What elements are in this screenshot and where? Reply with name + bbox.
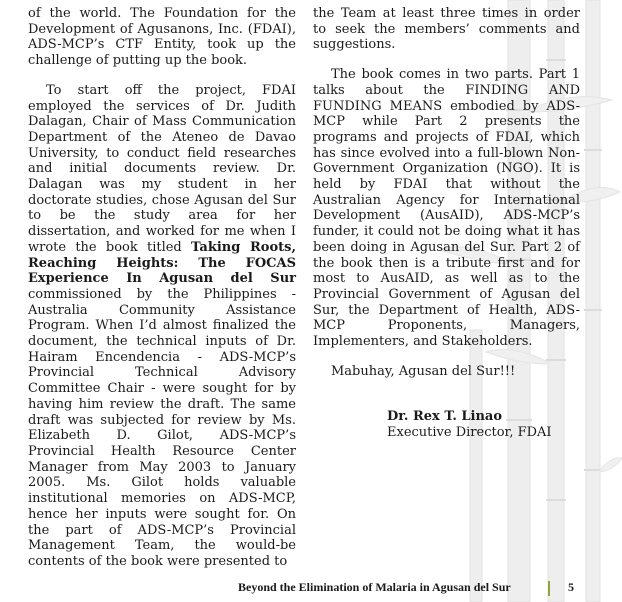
paragraph-book-parts: The book comes in two parts. Part 1 talks about the FINDING AND FUNDING MEANS embodied by ADS-MCP while Part 2 presents the programs and projects of FDAI, which has since evolved into a full-blown Non-Government Organization (NGO). It is held by FDAI that without the Australian Agency for International Development (AusAID), ADS-MCP’s funder, it could not be doing what it has been doing in Agusan del Sur. Part 2 of the book then is a tribute first and for most to AusAID, as well as to the Provincial Government of Agusan del Sur, the Department of Health, ADS-MCP Proponents, Managers, Implementers, and Stakeholders. [313, 67, 580, 350]
page-footer [0, 580, 622, 598]
paragraph-intro-continued: of the world. The Foundation for the Development of Agusanons, Inc. (FDAI), ADS-MCP’s CTF Entity, took up the challenge of putting up the book. [28, 6, 296, 69]
signature-name: Dr. Rex T. Linao [387, 409, 503, 425]
closing-line: Mabuhay, Agusan del Sur!!! [331, 363, 516, 379]
paragraph-team-continued: the Team at least three times in order to seek the members’ comments and suggestions. [313, 6, 580, 53]
page-number: 5 [568, 580, 574, 594]
paragraph-text: commissioned by the Philippines - Australia Community Assistance Program. When I’d almost finalized the document, the technical inputs of Dr. Hairam Encendencia - ADS-MCP’s Provincial Technical Advisory Committee Chair - were sought for by having him review the draft. The same draft was subjected for review by Ms. Elizabeth D. Gilot, ADS-MCP’s Provincial Health Resource Center Manager from May 2003 to January 2005. Ms. Gilot holds valuable institutional memories on ADS-MCP, hence her inputs were sought for. On the part of ADS-MCP’s Provincial Management Team, the would-be contents of the book were presented to [28, 286, 296, 569]
running-title: Beyond the Elimination of Malaria in Agusan del Sur [238, 580, 511, 594]
right-text-column [313, 6, 580, 441]
footer-divider-bar [548, 581, 550, 596]
paragraph-text: To start off the project, FDAI employed the services of Dr. Judith Dalagan, Chair of Mass Communication Department of the Ateneo de Davao University, to conduct field researches and initial documents review. Dr. Dalagan was my student in her doctorate studies, chose Agusan del Sur to be the study area for her dissertation, and worked for me when I wrote the book titled [28, 82, 296, 255]
signature-block [313, 409, 580, 440]
book-title-bold: Taking Roots, Reaching Heights: The FOCAS Experience In Agusan del Sur [28, 239, 296, 287]
signature-title: Executive Director, FDAI [387, 425, 552, 441]
left-text-column [28, 6, 296, 570]
paragraph-project-start [28, 83, 296, 570]
